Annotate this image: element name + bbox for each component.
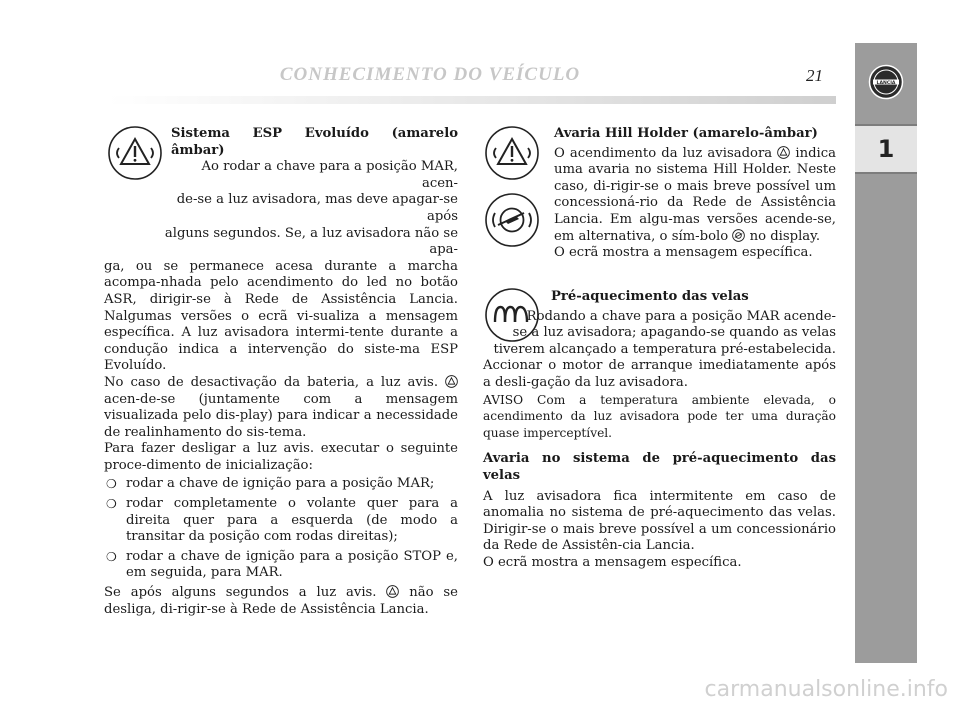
hill-holder-symbol-inline-icon [732, 229, 745, 242]
chapter-number: 1 [877, 135, 895, 163]
preheating-line-2: se a luz avisadora; apagando-se quando as velas [512, 325, 836, 341]
preheating-heading: Pré-aquecimento das velas [551, 289, 749, 304]
list-item: ❍ rodar a chave de ignição para a posição MAR; [106, 476, 435, 492]
fault-paragraph-1: A luz avisadora fica intermitente em caso de anomalia no sistema de pré-aquecimento das velas. Dirigir-se o mais breve possível a um concessionário da Rede de Assistên-cia Lancia. [483, 488, 836, 554]
esp-paragraph-1: ga, ou se permanece acesa durante a marcha acompa-nhada pelo acendimento do led no botão ASR, dirigir-se à Rede de Assistência Lancia. Nalgumas versões o ecrã vi-sualiza a mensagem específica. A luz avisadora intermi-tente durante a condução indica a intervenção do siste-ma ESP Evoluído. [104, 258, 458, 374]
left-column [104, 126, 458, 618]
hill-holder-text-start: O acendimento da luz avisadora [554, 145, 773, 161]
header-rule [108, 96, 836, 104]
lancia-logo-icon [868, 64, 904, 100]
bullet-icon: ❍ [106, 497, 117, 512]
esp-intro-line-3: alguns segundos. Se, a luz avisadora não se apa- [164, 225, 458, 258]
esp-intro-line-1: Ao rodar a chave para a posição MAR, acen- [201, 159, 458, 191]
esp-paragraph-2-start: No caso de desactivação da bateria, a luz avis. [104, 374, 439, 390]
page-title: CONHECIMENTO DO VEÍCULO [279, 64, 581, 85]
esp-paragraph-2-end: acen-de-se (juntamente com a mensagem visualizada pelo dis-play) para indicar a necessidade de realinhamento do sis-tema. [104, 391, 458, 440]
esp-paragraph-2 [104, 375, 458, 441]
preheating-line-1: Rodando a chave para a posição MAR acende- [526, 308, 836, 324]
esp-heading: Sistema ESP Evoluído (amarelo âmbar) [171, 126, 458, 158]
esp-paragraph-4-end: não se desliga, di-rigir-se à Rede de Assistência Lancia. [104, 585, 458, 617]
procedure-list [104, 476, 458, 582]
preheating-line-3: tiverem alcançado a temperatura pré-estabelecida. [493, 341, 836, 357]
hill-holder-text-middle: indica uma avaria no sistema Hill Holder. Neste caso, di-rigir-se o mais breve possível um concessioná-rio da Rede de Assistência Lancia. Em algu-mas versões acende-se, em alternativa, o sím-bolo [554, 145, 836, 244]
esp-intro-line-2: de-se a luz avisadora, mas deve apagar-se após [176, 192, 458, 224]
esp-warning-inline-icon [386, 585, 399, 598]
bullet-icon: ❍ [106, 477, 117, 492]
hill-holder-warning-inline-icon [777, 146, 790, 159]
fault-paragraph-2: O ecrã mostra a mensagem específica. [483, 554, 742, 570]
esp-warning-inline-icon [445, 375, 458, 388]
fault-heading: Avaria no sistema de pré-aquecimento das velas [483, 451, 836, 483]
hill-holder-display-note: O ecrã mostra a mensagem específica. [554, 245, 813, 261]
hill-holder-symbol-icon [483, 191, 541, 249]
chapter-tab[interactable] [855, 124, 917, 174]
preheating-warning: AVISO Com a temperatura ambiente elevada, o acendimento da luz avisadora pode ter uma duração quase imperceptível. [483, 392, 836, 440]
hill-holder-section [554, 126, 836, 262]
esp-paragraph-3: Para fazer desligar a luz avis. executar o seguinte proce-dimento de inicialização: [104, 441, 458, 473]
esp-paragraph-4-start: Se após alguns segundos a luz avis. [104, 585, 377, 601]
bullet-icon: ❍ [106, 549, 117, 564]
hill-holder-heading: Avaria Hill Holder (amarelo-âmbar) [554, 126, 818, 141]
hill-holder-text [554, 146, 836, 246]
list-item: ❍ rodar a chave de ignição para a posição STOP e, em seguida, para MAR. [106, 548, 458, 581]
logo-text: LANCIA [876, 80, 896, 86]
preheating-section [483, 289, 836, 572]
hill-holder-warning-icon [483, 124, 541, 182]
list-item: ❍ rodar completamente o volante quer para a direita quer para a esquerda (de modo a transitar da posição com rodas direitas); [106, 496, 458, 545]
page-number: 21 [806, 66, 823, 85]
watermark: carmanualsonline.info [704, 677, 948, 702]
esp-paragraph-4 [104, 585, 458, 618]
preheating-paragraph-1: Accionar o motor de arranque imediatamente após a desli-gação da luz avisadora. [483, 358, 836, 390]
hill-holder-text-end: no display. [749, 228, 821, 244]
